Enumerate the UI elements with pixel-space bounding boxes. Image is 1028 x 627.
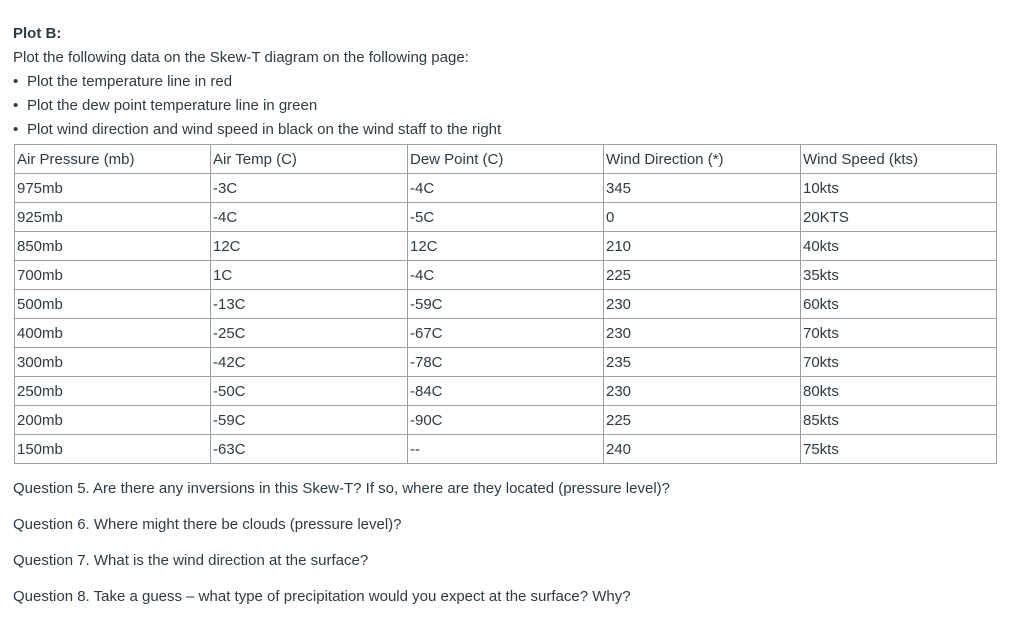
- bullet-icon: •: [13, 121, 19, 138]
- table-row: [15, 377, 997, 406]
- wind-direction-cell: 345: [604, 174, 801, 203]
- air-pressure-cell: 200mb: [15, 406, 211, 435]
- air-temp-cell: -42C: [211, 348, 408, 377]
- wind-speed-cell: 75kts: [801, 435, 997, 464]
- table-row: [15, 232, 997, 261]
- bullet-icon: •: [13, 97, 19, 114]
- air-temp-cell: -25C: [211, 319, 408, 348]
- table-row: [15, 261, 997, 290]
- wind-direction-cell: 225: [604, 261, 801, 290]
- bullet-icon: •: [13, 73, 19, 90]
- air-pressure-cell: 150mb: [15, 435, 211, 464]
- air-pressure-cell: 400mb: [15, 319, 211, 348]
- table-header-row: [15, 145, 997, 174]
- instruction-item-temperature: [13, 72, 1003, 92]
- air-temp-cell: -3C: [211, 174, 408, 203]
- dew-point-cell: -4C: [408, 261, 604, 290]
- section-heading: Plot B:: [13, 25, 62, 42]
- table-row: [15, 319, 997, 348]
- dew-point-cell: -78C: [408, 348, 604, 377]
- instruction-text: Plot wind direction and wind speed in black on the wind staff to the right: [27, 121, 502, 138]
- header-air-pressure: Air Pressure (mb): [15, 145, 211, 174]
- air-pressure-cell: 300mb: [15, 348, 211, 377]
- wind-direction-cell: 0: [604, 203, 801, 232]
- sounding-data-table: [14, 144, 997, 464]
- table-row: [15, 203, 997, 232]
- air-temp-cell: -4C: [211, 203, 408, 232]
- dew-point-cell: -4C: [408, 174, 604, 203]
- questions-section: [13, 479, 1003, 623]
- air-temp-cell: -50C: [211, 377, 408, 406]
- instructions-list: [13, 72, 1003, 140]
- table-row: [15, 174, 997, 203]
- table-row: [15, 435, 997, 464]
- air-temp-cell: -63C: [211, 435, 408, 464]
- air-pressure-cell: 500mb: [15, 290, 211, 319]
- air-temp-cell: 1C: [211, 261, 408, 290]
- dew-point-cell: -59C: [408, 290, 604, 319]
- question-8: Question 8. Take a guess – what type of precipitation would you expect at the surface? Why?: [13, 588, 631, 605]
- wind-direction-cell: 230: [604, 319, 801, 348]
- air-pressure-cell: 850mb: [15, 232, 211, 261]
- table-row: [15, 406, 997, 435]
- question-5: Question 5. Are there any inversions in this Skew-T? If so, where are they located (pressure level)?: [13, 480, 670, 497]
- dew-point-cell: 12C: [408, 232, 604, 261]
- wind-speed-cell: 10kts: [801, 174, 997, 203]
- wind-speed-cell: 20KTS: [801, 203, 997, 232]
- instruction-item-dew-point: [13, 96, 1003, 116]
- air-pressure-cell: 250mb: [15, 377, 211, 406]
- air-temp-cell: -59C: [211, 406, 408, 435]
- air-temp-cell: 12C: [211, 232, 408, 261]
- air-pressure-cell: 700mb: [15, 261, 211, 290]
- header-air-temp: Air Temp (C): [211, 145, 408, 174]
- wind-speed-cell: 70kts: [801, 348, 997, 377]
- question-7: Question 7. What is the wind direction at the surface?: [13, 552, 369, 569]
- header-wind-speed: Wind Speed (kts): [801, 145, 997, 174]
- dew-point-cell: -84C: [408, 377, 604, 406]
- wind-direction-cell: 235: [604, 348, 801, 377]
- air-temp-cell: -13C: [211, 290, 408, 319]
- dew-point-cell: --: [408, 435, 604, 464]
- wind-speed-cell: 35kts: [801, 261, 997, 290]
- instruction-item-wind: [13, 120, 1003, 140]
- air-pressure-cell: 925mb: [15, 203, 211, 232]
- wind-direction-cell: 210: [604, 232, 801, 261]
- wind-speed-cell: 60kts: [801, 290, 997, 319]
- table-row: [15, 348, 997, 377]
- wind-direction-cell: 230: [604, 290, 801, 319]
- instructions-intro: Plot the following data on the Skew-T diagram on the following page:: [13, 49, 469, 66]
- table-row: [15, 290, 997, 319]
- document-page: [13, 24, 1003, 623]
- dew-point-cell: -90C: [408, 406, 604, 435]
- instruction-text: Plot the temperature line in red: [27, 73, 233, 90]
- dew-point-cell: -67C: [408, 319, 604, 348]
- header-wind-direction: Wind Direction (*): [604, 145, 801, 174]
- wind-direction-cell: 240: [604, 435, 801, 464]
- wind-direction-cell: 230: [604, 377, 801, 406]
- air-pressure-cell: 975mb: [15, 174, 211, 203]
- header-dew-point: Dew Point (C): [408, 145, 604, 174]
- instruction-text: Plot the dew point temperature line in green: [27, 97, 318, 114]
- wind-speed-cell: 70kts: [801, 319, 997, 348]
- wind-speed-cell: 85kts: [801, 406, 997, 435]
- wind-speed-cell: 80kts: [801, 377, 997, 406]
- question-6: Question 6. Where might there be clouds (pressure level)?: [13, 516, 402, 533]
- wind-direction-cell: 225: [604, 406, 801, 435]
- dew-point-cell: -5C: [408, 203, 604, 232]
- wind-speed-cell: 40kts: [801, 232, 997, 261]
